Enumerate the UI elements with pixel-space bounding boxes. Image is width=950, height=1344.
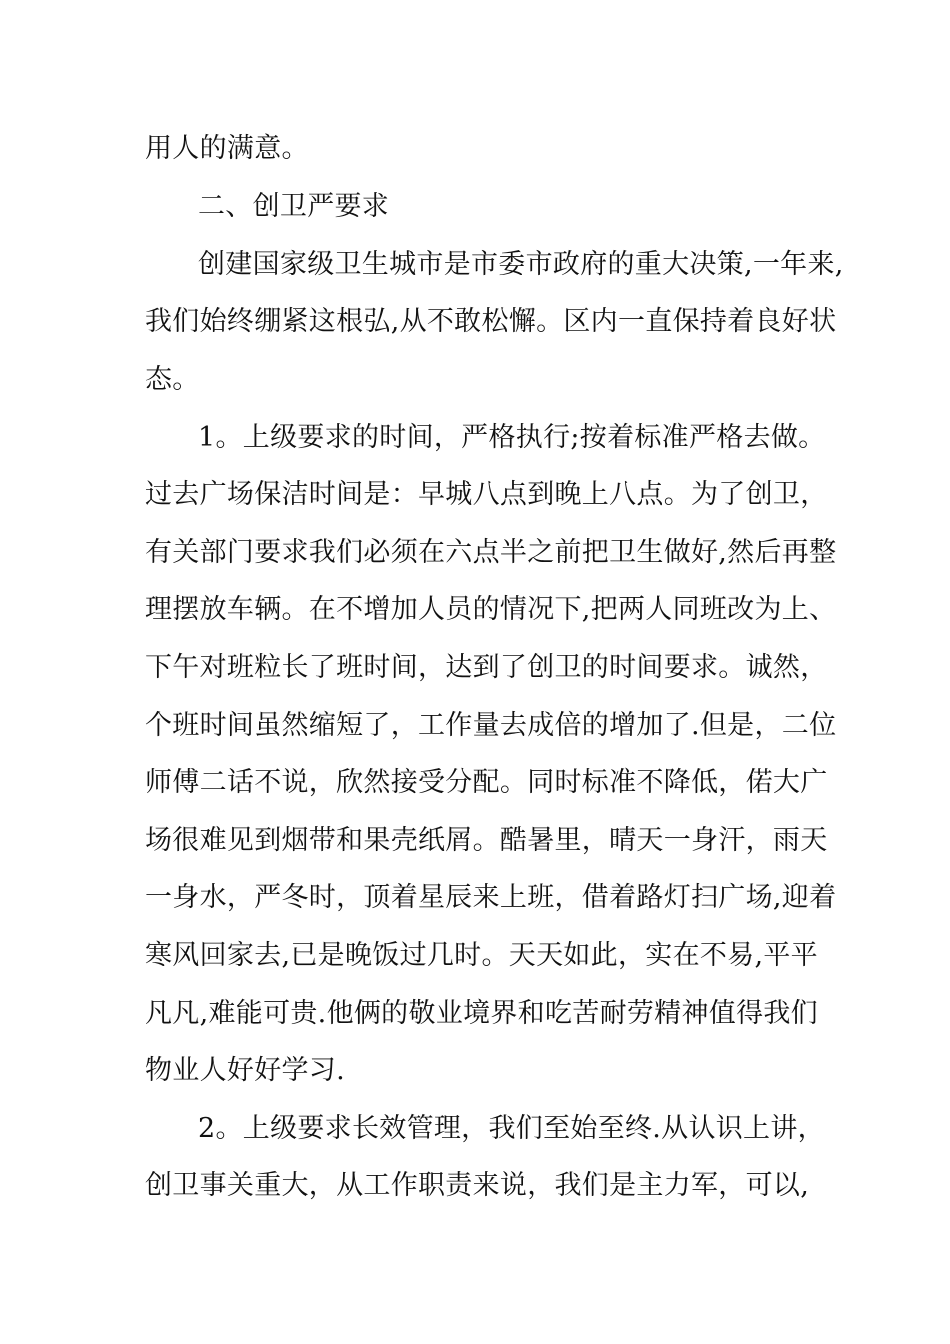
text-line: 有关部门要求我们必须在六点半之前把卫生做好,然后再整 — [145, 537, 837, 568]
text-line: 寒风回家去,已是晚饭过几时。天天如此，实在不易,平平 — [145, 940, 818, 971]
text-line: 创卫事关重大，从工作职责来说，我们是主力军，可以, — [145, 1170, 810, 1201]
text-line: 个班时间虽然缩短了，工作量去成倍的增加了.但是，二位 — [145, 710, 837, 741]
text-line: 师傅二话不说，欣然接受分配。同时标准不降低，偌大广 — [145, 767, 828, 798]
text-line: 用人的满意。 — [145, 133, 309, 164]
text-line: 1。上级要求的时间，严格执行;按着标准严格去做。 — [198, 422, 826, 453]
section-heading: 二、创卫严要求 — [198, 191, 390, 222]
text-line: 场很难见到烟带和果壳纸屑。酷暑里，晴天一身汗，雨天 — [145, 825, 828, 856]
text-line: 下午对班粒长了班时间，达到了创卫的时间要求。诚然， — [145, 652, 828, 683]
text-line: 创建国家级卫生城市是市委市政府的重大决策,一年来, — [198, 249, 844, 280]
text-line: 我们始终绷紧这根弘,从不敢松懈。区内一直保持着良好状 — [145, 306, 837, 337]
text-line: 物业人好好学习. — [145, 1055, 345, 1086]
text-line: 凡凡,难能可贵.他俩的敬业境界和吃苦耐劳精神值得我们 — [145, 998, 818, 1029]
text-line: 过去广场保洁时间是：早城八点到晚上八点。为了创卫， — [145, 479, 828, 510]
text-line: 态。 — [145, 364, 200, 395]
text-line: 理摆放车辆。在不增加人员的情况下,把两人同班改为上、 — [145, 594, 837, 625]
text-line: 2。上级要求长效管理，我们至始至终.从认识上讲， — [198, 1113, 825, 1144]
text-line: 一身水，严冬时，顶着星辰来上班，借着路灯扫广场,迎着 — [145, 882, 837, 913]
